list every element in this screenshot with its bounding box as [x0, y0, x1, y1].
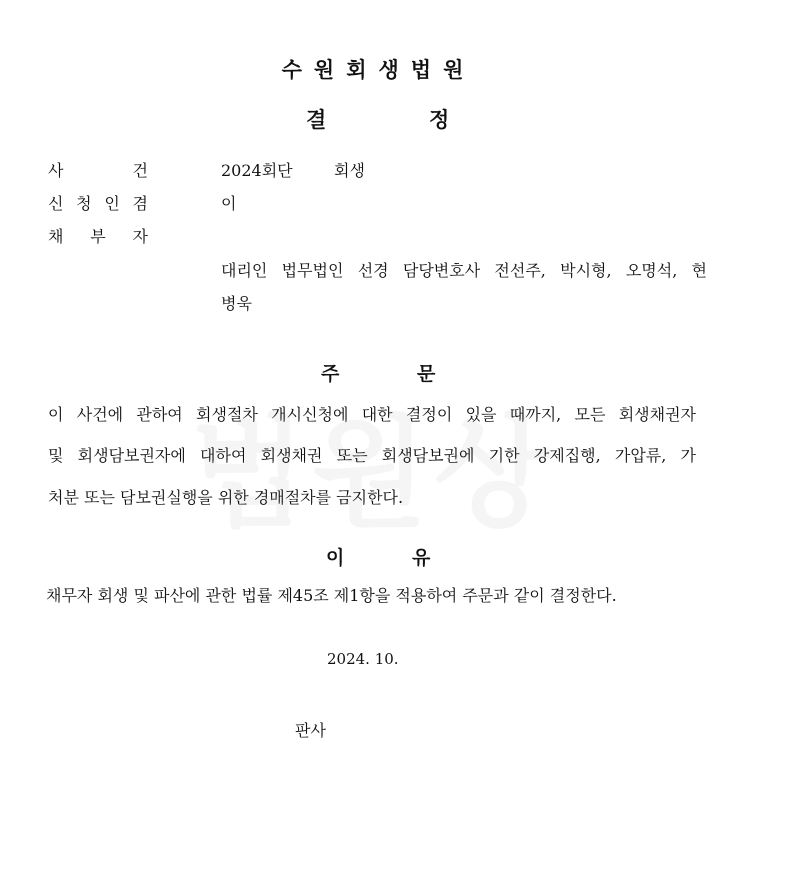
- case-label: 사 건: [48, 161, 148, 180]
- agent-line-1: 대리인 법무법인 선경 담당변호사 전선주, 박시형, 오명석, 현: [221, 261, 707, 280]
- case-type: 회생: [334, 161, 365, 180]
- reason-heading-left: 이: [326, 547, 345, 569]
- order-line-2: 및 회생담보권자에 대하여 회생채권 또는 회생담보권에 기한 강제집행, 가압류, 가: [48, 446, 696, 465]
- applicant-name: 이: [221, 194, 237, 213]
- agent-line-2: 병욱: [221, 294, 252, 313]
- reason-heading-right: 유: [412, 547, 431, 569]
- case-number: 2024회단: [221, 161, 293, 180]
- applicant-label: 신 청 인 겸: [48, 194, 148, 213]
- document-title-right: 정: [429, 108, 450, 132]
- document-title-left: 결: [306, 108, 327, 132]
- debtor-label: 채 부 자: [48, 227, 148, 246]
- order-line-3: 처분 또는 담보권실행을 위한 경매절차를 금지한다.: [48, 488, 404, 507]
- court-name: 수원회생법원: [281, 58, 476, 82]
- decision-date: 2024. 10.: [327, 650, 399, 668]
- order-heading-right: 문: [417, 363, 436, 385]
- order-line-1: 이 사건에 관하여 회생절차 개시신청에 대한 결정이 있을 때까지, 모든 회생채권자: [48, 405, 696, 424]
- reason-text: 채무자 회생 및 파산에 관한 법률 제45조 제1항을 적용하여 주문과 같이 결정한다.: [46, 586, 617, 605]
- order-heading-left: 주: [321, 363, 340, 385]
- judge-label: 판사: [295, 721, 326, 740]
